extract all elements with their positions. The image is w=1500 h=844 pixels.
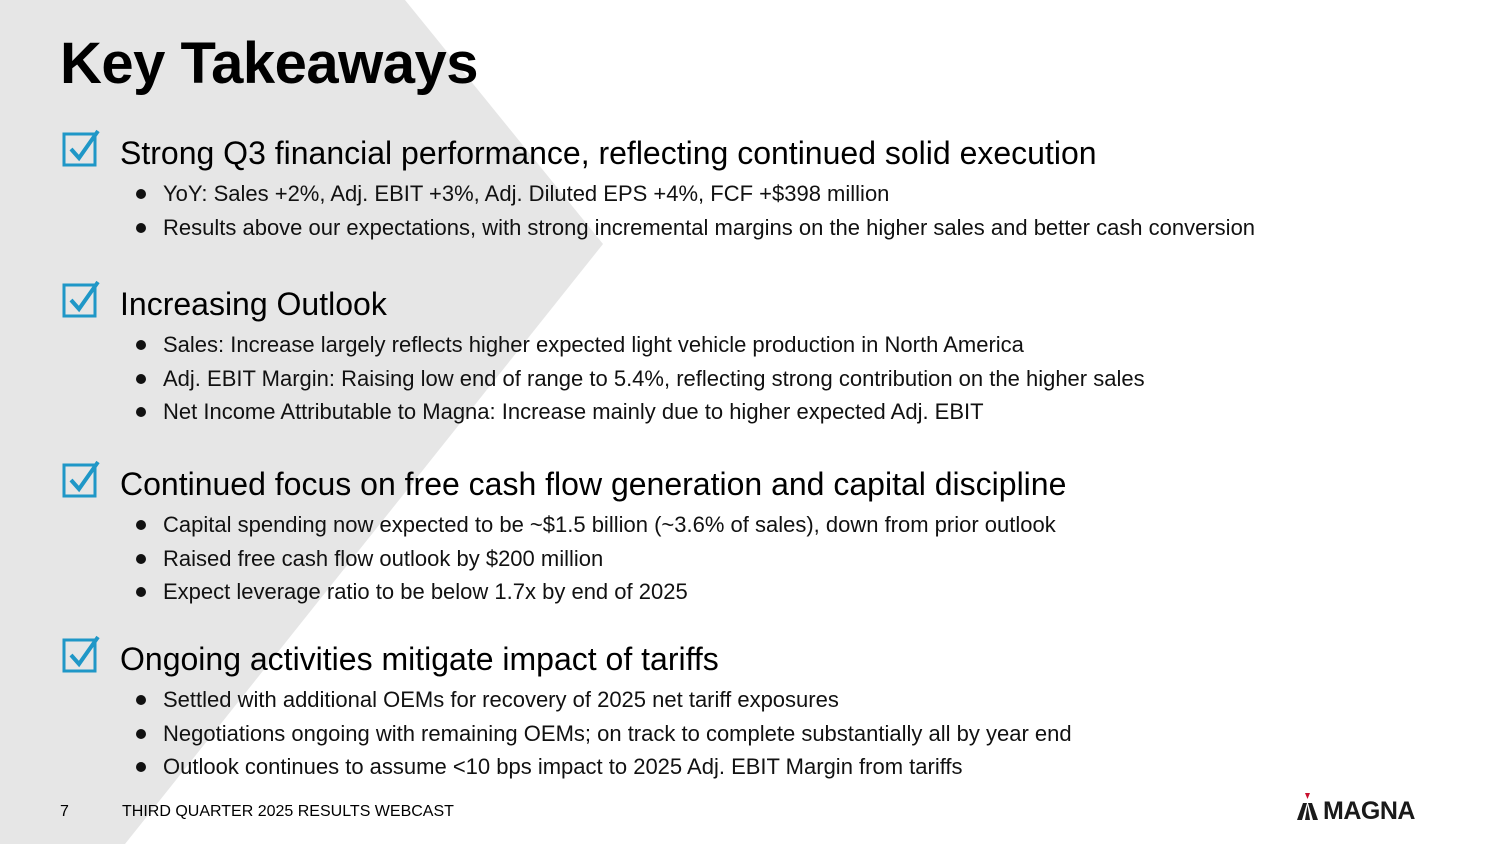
bullet-item: Raised free cash flow outlook by $200 million bbox=[132, 542, 1066, 576]
bullet-item: Settled with additional OEMs for recovery of 2025 net tariff exposures bbox=[132, 683, 1072, 717]
checkbox-checked-icon bbox=[62, 460, 100, 498]
magna-logo bbox=[1297, 793, 1443, 821]
footer-title: THIRD QUARTER 2025 RESULTS WEBCAST bbox=[122, 803, 454, 820]
bullet-dot-icon bbox=[136, 554, 146, 564]
section-heading: Increasing Outlook bbox=[120, 286, 387, 322]
takeaway-section-1 bbox=[62, 135, 1255, 244]
logo-wordmark: MAGNA bbox=[1323, 797, 1415, 821]
checkbox-checked-icon bbox=[62, 635, 100, 673]
bullet-item: Adj. EBIT Margin: Raising low end of range to 5.4%, reflecting strong contribution on the higher sales bbox=[132, 362, 1145, 396]
page-title: Key Takeaways bbox=[60, 31, 479, 96]
bullet-dot-icon bbox=[136, 374, 146, 384]
bullet-dot-icon bbox=[136, 407, 146, 417]
checkbox-checked-icon bbox=[62, 280, 100, 318]
bullet-dot-icon bbox=[136, 223, 146, 233]
bullet-dot-icon bbox=[136, 189, 146, 199]
bullet-item: YoY: Sales +2%, Adj. EBIT +3%, Adj. Diluted EPS +4%, FCF +$398 million bbox=[132, 177, 1255, 211]
bullet-list bbox=[132, 177, 1255, 244]
bullet-dot-icon bbox=[136, 587, 146, 597]
bullet-list bbox=[132, 328, 1145, 429]
takeaway-section-3 bbox=[62, 466, 1066, 609]
bullet-item: Outlook continues to assume <10 bps impact to 2025 Adj. EBIT Margin from tariffs bbox=[132, 750, 1072, 784]
bullet-list bbox=[132, 683, 1072, 784]
bullet-item: Capital spending now expected to be ~$1.5 billion (~3.6% of sales), down from prior outlook bbox=[132, 508, 1066, 542]
checkbox-checked-icon bbox=[62, 129, 100, 167]
bullet-item: Expect leverage ratio to be below 1.7x by end of 2025 bbox=[132, 575, 1066, 609]
section-heading: Ongoing activities mitigate impact of tariffs bbox=[120, 641, 719, 677]
bullet-item: Negotiations ongoing with remaining OEMs; on track to complete substantially all by year end bbox=[132, 717, 1072, 751]
bullet-list bbox=[132, 508, 1066, 609]
bullet-dot-icon bbox=[136, 520, 146, 530]
takeaway-section-4 bbox=[62, 641, 1072, 784]
page-number: 7 bbox=[60, 803, 69, 820]
bullet-item: Sales: Increase largely reflects higher expected light vehicle production in North America bbox=[132, 328, 1145, 362]
takeaway-section-2 bbox=[62, 286, 1145, 429]
bullet-item: Net Income Attributable to Magna: Increase mainly due to higher expected Adj. EBIT bbox=[132, 395, 1145, 429]
bullet-dot-icon bbox=[136, 340, 146, 350]
section-heading: Strong Q3 financial performance, reflecting continued solid execution bbox=[120, 135, 1097, 171]
bullet-dot-icon bbox=[136, 695, 146, 705]
bullet-item: Results above our expectations, with strong incremental margins on the higher sales and better cash conversion bbox=[132, 211, 1255, 245]
section-heading: Continued focus on free cash flow generation and capital discipline bbox=[120, 466, 1067, 502]
bullet-dot-icon bbox=[136, 729, 146, 739]
bullet-dot-icon bbox=[136, 762, 146, 772]
